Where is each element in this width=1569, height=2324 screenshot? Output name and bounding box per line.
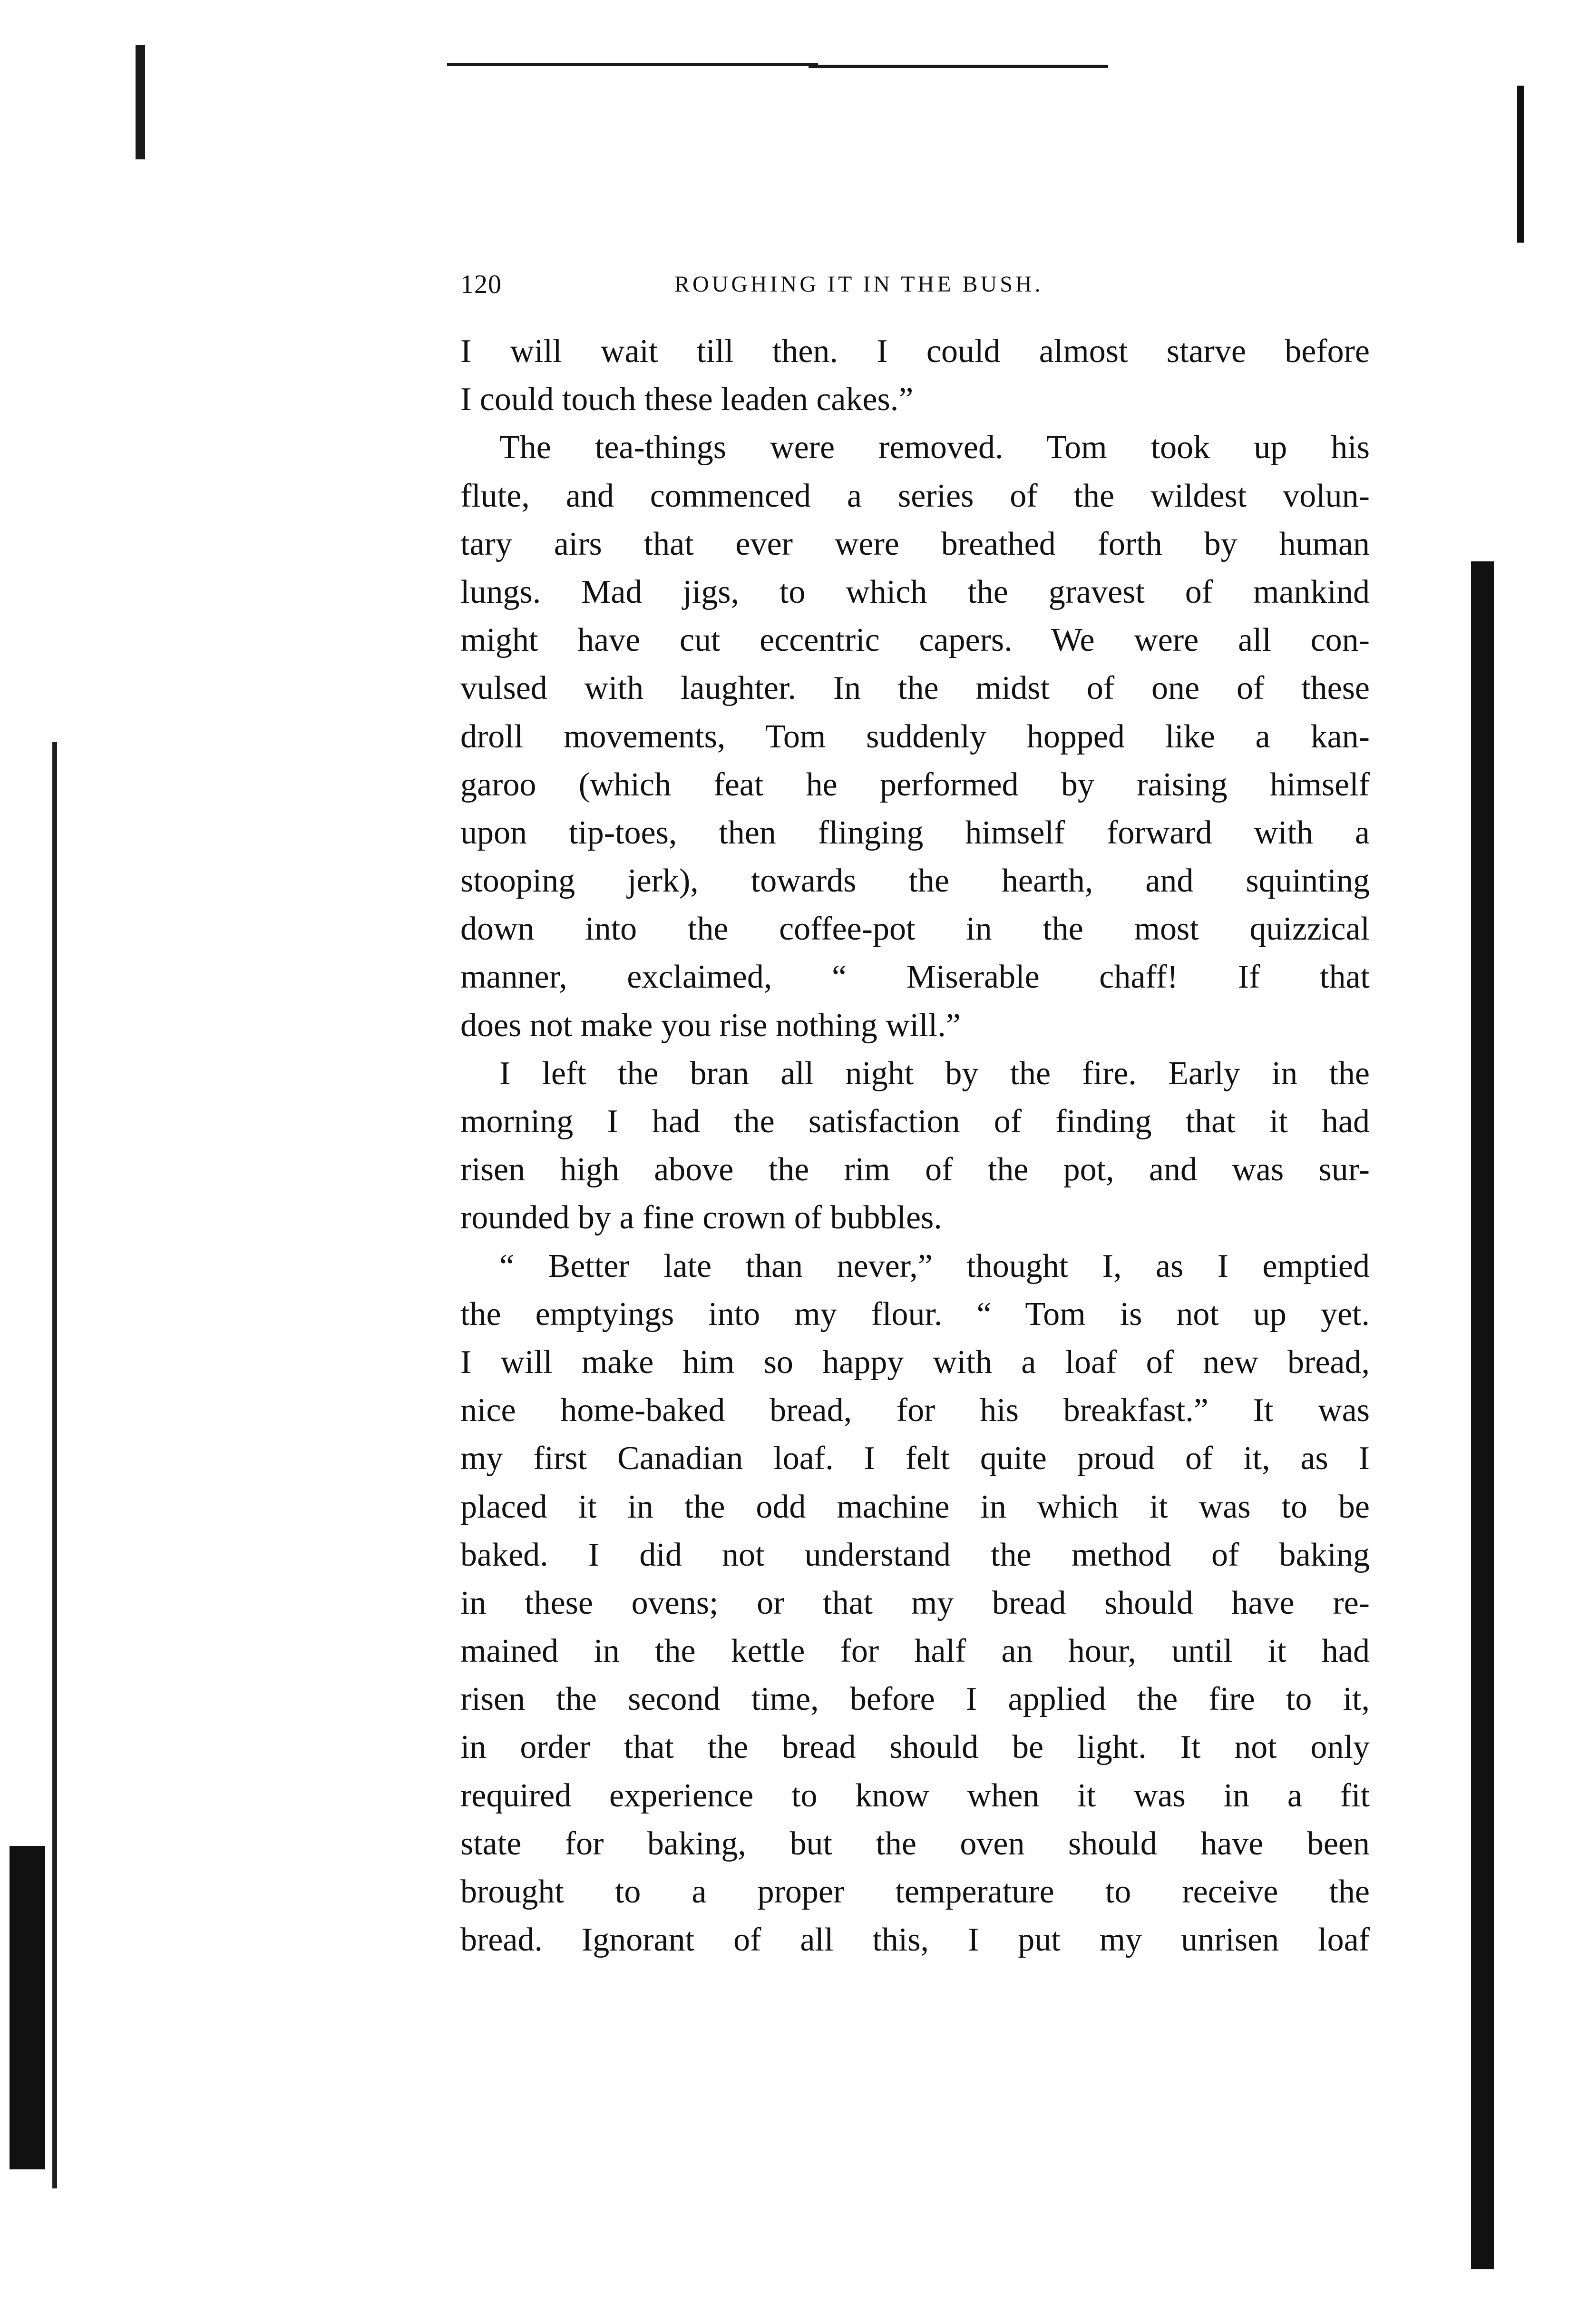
text-line: flute, and commenced a series of the wildest volun- bbox=[460, 477, 1370, 514]
text-line: required experience to know when it was in a fit bbox=[460, 1777, 1370, 1814]
text-line: droll movements, Tom suddenly hopped like a kan- bbox=[460, 718, 1370, 755]
text-line: garoo (which feat he performed by raising himself bbox=[460, 766, 1370, 803]
text-line: mained in the kettle for half an hour, until it had bbox=[460, 1633, 1370, 1670]
scan-artifact-left-block bbox=[10, 1846, 45, 2169]
page-number: 120 bbox=[460, 270, 502, 299]
text-line: upon tip-toes, then flinging himself forward with a bbox=[460, 814, 1370, 851]
text-line: in these ovens; or that my bread should have re- bbox=[460, 1584, 1370, 1621]
text-line: might have cut eccentric capers. We were all con- bbox=[460, 622, 1370, 659]
text-line: risen high above the rim of the pot, and was sur- bbox=[460, 1151, 1370, 1188]
text-line: morning I had the satisfaction of finding that it had bbox=[460, 1103, 1370, 1140]
scan-artifact-top-rule-left bbox=[447, 63, 818, 66]
body-text bbox=[460, 327, 1370, 1964]
text-line: “ Better late than never,” thought I, as I emptied bbox=[499, 1247, 1370, 1285]
text-line: stooping jerk), towards the hearth, and squinting bbox=[460, 863, 1370, 900]
text-line: manner, exclaimed, “ Miserable chaff! If that bbox=[460, 959, 1370, 996]
text-line: state for baking, but the oven should have been bbox=[460, 1825, 1370, 1862]
text-line: baked. I did not understand the method of baking bbox=[460, 1536, 1370, 1573]
text-line: risen the second time, before I applied the fire to it, bbox=[460, 1681, 1370, 1718]
text-line: I will make him so happy with a loaf of new bread, bbox=[460, 1343, 1370, 1381]
scan-artifact-right-bar-top bbox=[1517, 86, 1524, 243]
text-line: lungs. Mad jigs, to which the gravest of mankind bbox=[460, 573, 1370, 610]
text-line: in order that the bread should be light. It not only bbox=[460, 1729, 1370, 1766]
text-line: brought to a proper temperature to receive the bbox=[460, 1873, 1370, 1910]
text-line: nice home-baked bread, for his breakfast.” It was bbox=[460, 1392, 1370, 1429]
text-line: the emptyings into my flour. “ Tom is not up yet. bbox=[460, 1295, 1370, 1333]
text-line: does not make you rise nothing will.” bbox=[460, 1007, 961, 1044]
text-line: bread. Ignorant of all this, I put my unrisen loaf bbox=[460, 1922, 1370, 1959]
running-title: ROUGHING IT IN THE BUSH. bbox=[674, 272, 1043, 297]
text-line: rounded by a fine crown of bubbles. bbox=[460, 1199, 942, 1236]
text-line: down into the coffee-pot in the most quizzical bbox=[460, 911, 1370, 948]
text-line: I will wait till then. I could almost starve before bbox=[460, 333, 1370, 370]
scan-artifact-top-rule-right bbox=[809, 65, 1108, 68]
scan-artifact-left-mark bbox=[136, 45, 145, 159]
text-line: placed it in the odd machine in which it was to be bbox=[460, 1488, 1370, 1525]
text-line: I could touch these leaden cakes.” bbox=[460, 381, 914, 418]
text-line: my first Canadian loaf. I felt quite proud of it, as I bbox=[460, 1440, 1370, 1477]
text-line: The tea-things were removed. Tom took up his bbox=[499, 429, 1370, 466]
running-head bbox=[460, 263, 1140, 306]
text-line: vulsed with laughter. In the midst of one of these bbox=[460, 670, 1370, 707]
text-line: I left the bran all night by the fire. Early in the bbox=[499, 1055, 1370, 1092]
scan-artifact-right-bar bbox=[1471, 561, 1494, 2269]
scan-artifact-left-strip bbox=[52, 742, 100, 2188]
text-line: tary airs that ever were breathed forth by human bbox=[460, 525, 1370, 562]
